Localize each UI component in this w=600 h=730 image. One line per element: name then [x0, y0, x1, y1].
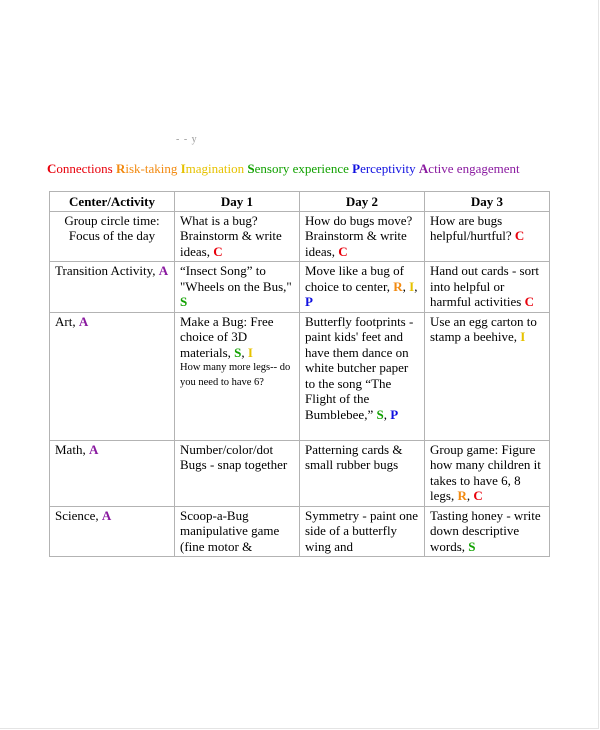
cell-day-3 — [425, 211, 550, 262]
cell-day-1 — [175, 262, 300, 313]
code-badge: C — [213, 243, 223, 259]
cell-day-2: Butterfly footprints - paint kids' feet and have them dance on white butcher paper to the song “The Flight of the Bumblebee,” S, P — [300, 312, 425, 440]
schedule-table — [49, 191, 550, 557]
cell-day-3 — [425, 506, 550, 557]
table-row — [50, 211, 550, 262]
cell-center — [50, 211, 175, 262]
cell-center — [50, 440, 175, 506]
code-badge: A — [158, 263, 169, 278]
legend-word: ctive engagement — [428, 161, 520, 176]
code-badge: P — [305, 294, 313, 309]
cell-day-3 — [425, 312, 550, 440]
cell-day-1: Make a Bug: Free choice of 3D materials, S, I How many more legs-- do you need to have 6? — [175, 312, 300, 440]
cell-text: How are bugs helpful/hurtful? — [430, 212, 512, 243]
legend-item — [47, 161, 113, 176]
cell-text: Art, — [55, 313, 76, 329]
cell-text: Group circle time: Focus of the day — [64, 212, 160, 243]
cell-note: How many more legs-- do you need to have 6? — [180, 362, 291, 388]
legend-word: erceptivity — [360, 161, 416, 176]
cell-text: Butterfly footprints - paint kids' feet and have them dance on white butcher paper to the song “The Flight of the Bumblebee,” — [305, 313, 414, 422]
code-badge: R — [393, 278, 403, 294]
table-row — [50, 440, 550, 506]
cell-day-2: Move like a bug of choice to center, R, I, P — [300, 262, 425, 313]
cell-center — [50, 262, 175, 313]
legend-word: ensory experience — [254, 161, 349, 176]
cell-text: Scoop-a-Bug manipulative game (fine motor & — [180, 507, 280, 554]
cell-text: Symmetry - paint one side of a butterfly wing and — [305, 507, 419, 554]
legend-item — [247, 161, 348, 176]
code-badge: A — [88, 441, 99, 457]
legend — [47, 161, 520, 177]
legend-word: magination — [185, 161, 245, 176]
legend-word: onnections — [56, 161, 113, 176]
cell-day-3 — [425, 262, 550, 313]
cell-text: Science, — [55, 507, 99, 523]
code-badge: I — [247, 344, 253, 360]
cell-text: Make a Bug: Free choice of 3D materials, — [180, 313, 274, 360]
code-badge: S — [234, 344, 242, 360]
code-badge: P — [390, 406, 399, 422]
code-badge: S — [468, 538, 476, 554]
cell-center — [50, 506, 175, 557]
cell-text: How do bugs move? Brainstorm & write ideas, — [305, 212, 413, 259]
legend-word: isk-taking — [125, 161, 178, 176]
code-badge: I — [520, 329, 526, 344]
cell-text: Hand out cards - sort into helpful or harmful activities — [430, 263, 540, 309]
legend-initial: R — [115, 161, 126, 176]
legend-item — [352, 161, 416, 176]
cell-text: Move like a bug of choice to center, — [305, 263, 404, 294]
cell-text: Transition Activity, — [55, 263, 156, 278]
cell-text: Math, — [55, 441, 86, 457]
legend-initial: S — [247, 161, 255, 176]
legend-item — [419, 161, 520, 176]
cell-day-2 — [300, 506, 425, 557]
legend-initial: C — [47, 161, 57, 176]
header-day-1: Day 1 — [175, 192, 300, 212]
cell-day-1 — [175, 440, 300, 506]
table-row — [50, 262, 550, 313]
legend-initial: I — [180, 161, 186, 176]
legend-item — [116, 161, 177, 176]
cell-day-2 — [300, 440, 425, 506]
code-badge: I — [409, 278, 415, 294]
cell-text: Use an egg carton to stamp a beehive, — [430, 313, 537, 344]
header-row — [50, 192, 550, 212]
legend-item — [181, 161, 245, 176]
cell-text: Tasting honey - write down descriptive words, — [430, 507, 541, 554]
code-badge: C — [514, 228, 525, 243]
cell-day-2 — [300, 211, 425, 262]
cell-text: Patterning cards & small rubber bugs — [305, 441, 403, 472]
header-day-2: Day 2 — [300, 192, 425, 212]
legend-initial: A — [418, 161, 429, 176]
table-row — [50, 312, 550, 440]
cell-text: “Insect Song” to "Wheels on the Bus," — [180, 263, 292, 294]
code-badge: C — [473, 488, 483, 503]
code-badge: A — [78, 313, 89, 329]
code-badge: S — [376, 406, 384, 422]
stray-text: - - y — [176, 134, 198, 145]
cell-text: Number/color/dot Bugs - snap together — [180, 441, 288, 472]
cell-day-3: Group game: Figure how many children it takes to have 6, 8 legs, R, C — [425, 440, 550, 506]
code-badge: R — [457, 488, 467, 503]
code-badge: C — [338, 243, 348, 259]
header-day-3: Day 3 — [425, 192, 550, 212]
legend-initial: P — [352, 161, 361, 176]
cell-text: Group game: Figure how many children it takes to have 6, 8 legs, — [430, 441, 541, 503]
code-badge: S — [180, 294, 188, 309]
code-badge: C — [524, 294, 534, 309]
table-row — [50, 506, 550, 557]
cell-text: What is a bug? Brainstorm & write ideas, — [180, 212, 282, 259]
cell-day-1 — [175, 506, 300, 557]
cell-day-1 — [175, 211, 300, 262]
header-center: Center/Activity — [50, 192, 175, 212]
cell-center — [50, 312, 175, 440]
code-badge: A — [101, 507, 112, 523]
